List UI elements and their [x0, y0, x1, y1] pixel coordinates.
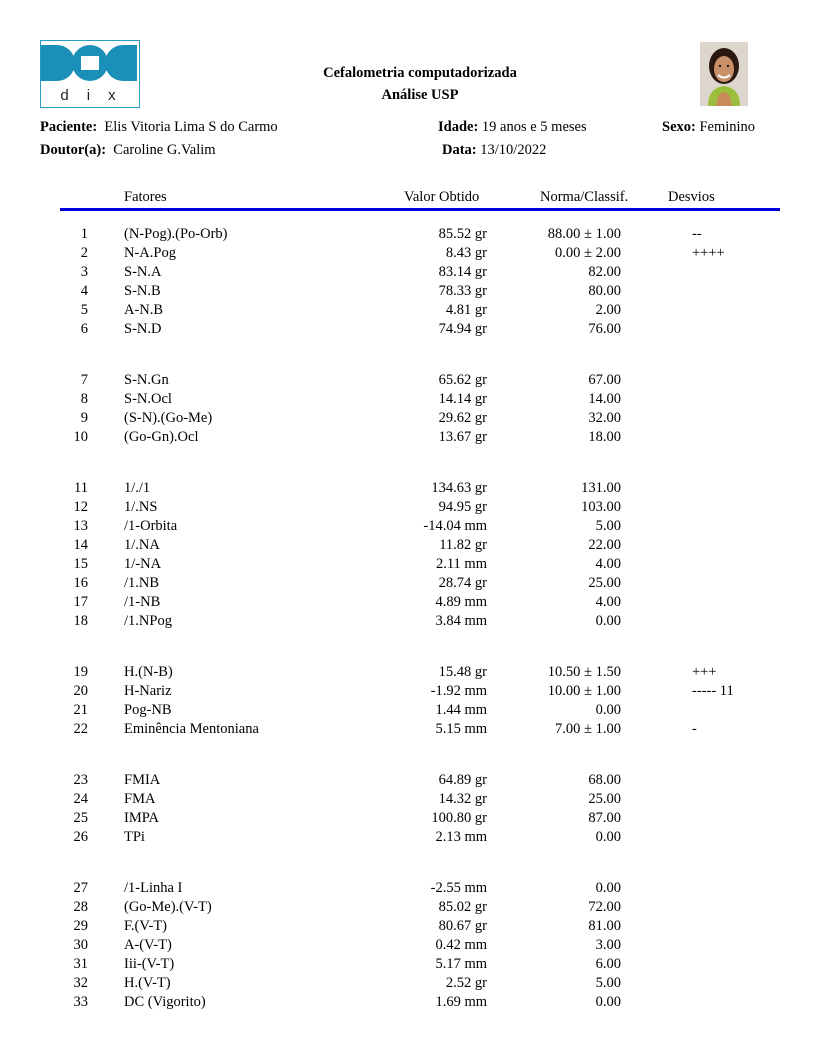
row-value: 85.02 gr: [438, 899, 487, 915]
row-norm: 22.00: [588, 537, 621, 553]
row-number: 3: [80, 264, 88, 280]
table-row: [0, 994, 840, 1013]
row-number: 21: [73, 702, 88, 718]
row-norm: 103.00: [581, 499, 621, 515]
row-norm: 67.00: [588, 372, 621, 388]
table-row: [0, 956, 840, 975]
table-row: [0, 226, 840, 245]
patient-sex: Sexo: Feminino: [662, 119, 756, 135]
table-row: [0, 880, 840, 899]
patient-age: Idade: 19 anos e 5 meses: [438, 119, 587, 135]
row-number: 16: [73, 575, 88, 591]
doctor-name: Doutor(a): Caroline G.Valim: [40, 142, 216, 158]
table-row: [0, 245, 840, 264]
row-factor: 1/.NA: [124, 537, 160, 553]
table-row: [0, 594, 840, 613]
row-number: 6: [80, 321, 88, 337]
row-factor: H-Nariz: [124, 683, 172, 699]
row-value: 1.69 mm: [435, 994, 487, 1010]
logo-text: dix: [60, 87, 134, 104]
row-number: 8: [80, 391, 88, 407]
row-factor: S-N.B: [124, 283, 161, 299]
row-norm: 82.00: [588, 264, 621, 280]
row-number: 10: [73, 429, 88, 445]
row-factor: A-N.B: [124, 302, 164, 318]
patient-photo: [700, 42, 748, 106]
row-number: 18: [73, 613, 88, 629]
row-value: 100.80 gr: [431, 810, 487, 826]
row-norm: 7.00 ± 1.00: [555, 721, 621, 737]
row-factor: 1/./1: [124, 480, 151, 496]
table-row: [0, 321, 840, 340]
row-value: -1.92 mm: [430, 683, 487, 699]
row-norm: 0.00: [595, 880, 621, 896]
row-factor: S-N.A: [124, 264, 162, 280]
table-row: [0, 264, 840, 283]
row-norm: 5.00: [595, 975, 621, 991]
row-norm: 10.50 ± 1.50: [547, 664, 621, 680]
row-number: 31: [73, 956, 88, 972]
row-number: 2: [80, 245, 88, 261]
row-norm: 0.00: [595, 702, 621, 718]
row-norm: 14.00: [588, 391, 621, 407]
row-value: 29.62 gr: [438, 410, 487, 426]
row-deviation: ----- 11: [692, 683, 734, 699]
row-value: 64.89 gr: [438, 772, 487, 788]
row-value: 74.94 gr: [438, 321, 487, 337]
row-number: 29: [73, 918, 88, 934]
column-header-fatores: Fatores: [124, 189, 167, 205]
row-number: 9: [80, 410, 88, 426]
row-norm: 87.00: [588, 810, 621, 826]
row-value: 4.89 mm: [435, 594, 487, 610]
table-row: [0, 302, 840, 321]
table-row: [0, 283, 840, 302]
column-header-norma: Norma/Classif.: [540, 189, 629, 205]
row-factor: H.(V-T): [124, 975, 171, 991]
row-value: 2.13 mm: [435, 829, 487, 845]
row-factor: 1/-NA: [124, 556, 162, 572]
row-number: 11: [74, 480, 88, 496]
exam-date: Data: 13/10/2022: [442, 142, 547, 158]
row-factor: /1-NB: [124, 594, 161, 610]
table-row: [0, 791, 840, 810]
row-number: 26: [73, 829, 88, 845]
row-number: 20: [73, 683, 88, 699]
row-factor: S-N.D: [124, 321, 162, 337]
row-factor: F.(V-T): [124, 918, 168, 934]
table-row: [0, 410, 840, 429]
row-value: 5.17 mm: [435, 956, 487, 972]
table-row: [0, 429, 840, 448]
row-value: 2.52 gr: [445, 975, 487, 991]
header-divider: [60, 208, 780, 211]
row-value: 4.81 gr: [445, 302, 487, 318]
row-value: 78.33 gr: [438, 283, 487, 299]
row-number: 7: [80, 372, 88, 388]
column-header-desvios: Desvios: [668, 189, 715, 205]
row-norm: 4.00: [595, 556, 621, 572]
row-value: 83.14 gr: [438, 264, 487, 280]
row-factor: (N-Pog).(Po-Orb): [124, 226, 228, 242]
table-row: [0, 537, 840, 556]
row-norm: 131.00: [581, 480, 621, 496]
row-number: 22: [73, 721, 88, 737]
row-norm: 0.00: [595, 994, 621, 1010]
table-row: [0, 937, 840, 956]
row-value: 15.48 gr: [438, 664, 487, 680]
row-number: 28: [73, 899, 88, 915]
row-factor: (S-N).(Go-Me): [124, 410, 213, 426]
row-norm: 10.00 ± 1.00: [547, 683, 621, 699]
row-norm: 2.00: [595, 302, 621, 318]
row-number: 19: [73, 664, 88, 680]
row-norm: 4.00: [595, 594, 621, 610]
row-number: 27: [73, 880, 88, 896]
table-row: [0, 518, 840, 537]
row-factor: /1.NPog: [124, 613, 172, 629]
row-number: 15: [73, 556, 88, 572]
row-factor: (Go-Gn).Ocl: [124, 429, 199, 445]
row-norm: 0.00: [595, 613, 621, 629]
row-norm: 0.00 ± 2.00: [555, 245, 621, 261]
row-value: 94.95 gr: [438, 499, 487, 515]
row-number: 4: [80, 283, 88, 299]
row-factor: S-N.Ocl: [124, 391, 172, 407]
row-factor: N-A.Pog: [124, 245, 176, 261]
row-factor: (Go-Me).(V-T): [124, 899, 212, 915]
table-row: [0, 810, 840, 829]
row-number: 33: [73, 994, 88, 1010]
row-value: 8.43 gr: [445, 245, 487, 261]
row-value: 14.14 gr: [438, 391, 487, 407]
patient-name: Paciente: Elis Vitoria Lima S do Carmo: [40, 119, 278, 135]
row-norm: 18.00: [588, 429, 621, 445]
row-value: 65.62 gr: [438, 372, 487, 388]
row-value: 85.52 gr: [438, 226, 487, 242]
row-factor: /1-Linha I: [124, 880, 183, 896]
row-factor: TPi: [124, 829, 145, 845]
table-row: [0, 664, 840, 683]
row-value: 28.74 gr: [438, 575, 487, 591]
row-number: 30: [73, 937, 88, 953]
row-norm: 80.00: [588, 283, 621, 299]
row-number: 1: [80, 226, 88, 242]
table-row: [0, 613, 840, 632]
table-row: [0, 702, 840, 721]
row-factor: A-(V-T): [124, 937, 172, 953]
table-row: [0, 480, 840, 499]
table-row: [0, 499, 840, 518]
row-factor: Iii-(V-T): [124, 956, 175, 972]
row-number: 5: [80, 302, 88, 318]
row-norm: 25.00: [588, 791, 621, 807]
row-factor: Eminência Mentoniana: [124, 721, 259, 737]
table-row: [0, 918, 840, 937]
row-value: 14.32 gr: [438, 791, 487, 807]
row-value: 1.44 mm: [435, 702, 487, 718]
table-row: [0, 772, 840, 791]
table-row: [0, 975, 840, 994]
row-value: 5.15 mm: [435, 721, 487, 737]
row-value: 134.63 gr: [431, 480, 487, 496]
row-deviation: --: [692, 226, 702, 242]
row-factor: /1.NB: [124, 575, 160, 591]
row-value: 2.11 mm: [435, 556, 487, 572]
row-factor: S-N.Gn: [124, 372, 169, 388]
row-norm: 0.00: [595, 829, 621, 845]
row-norm: 3.00: [595, 937, 621, 953]
row-number: 25: [73, 810, 88, 826]
row-number: 13: [73, 518, 88, 534]
row-factor: DC (Vigorito): [124, 994, 206, 1010]
row-factor: /1-Orbita: [124, 518, 178, 534]
row-norm: 32.00: [588, 410, 621, 426]
report-title: Cefalometria computadorizada: [323, 65, 517, 81]
row-norm: 72.00: [588, 899, 621, 915]
row-norm: 6.00: [595, 956, 621, 972]
report-subtitle: Análise USP: [381, 87, 459, 103]
row-number: 32: [73, 975, 88, 991]
row-norm: 5.00: [595, 518, 621, 534]
row-factor: IMPA: [124, 810, 159, 826]
row-deviation: +++: [692, 664, 717, 680]
row-value: -2.55 mm: [430, 880, 487, 896]
row-value: 80.67 gr: [438, 918, 487, 934]
row-factor: FMIA: [124, 772, 161, 788]
row-value: 13.67 gr: [438, 429, 487, 445]
table-row: [0, 899, 840, 918]
row-norm: 81.00: [588, 918, 621, 934]
row-number: 14: [73, 537, 88, 553]
table-row: [0, 721, 840, 740]
row-factor: FMA: [124, 791, 156, 807]
row-value: 0.42 mm: [435, 937, 487, 953]
column-header-valor: Valor Obtido: [404, 189, 480, 205]
table-row: [0, 683, 840, 702]
row-deviation: ++++: [692, 245, 725, 261]
row-norm: 88.00 ± 1.00: [547, 226, 621, 242]
row-number: 24: [73, 791, 88, 807]
row-norm: 76.00: [588, 321, 621, 337]
table-row: [0, 575, 840, 594]
row-value: 3.84 mm: [435, 613, 487, 629]
row-number: 12: [73, 499, 88, 515]
row-value: 11.82 gr: [439, 537, 487, 553]
table-row: [0, 391, 840, 410]
table-row: [0, 829, 840, 848]
row-factor: 1/.NS: [124, 499, 158, 515]
row-value: -14.04 mm: [423, 518, 487, 534]
row-factor: H.(N-B): [124, 664, 173, 680]
table-row: [0, 372, 840, 391]
row-norm: 68.00: [588, 772, 621, 788]
row-factor: Pog-NB: [124, 702, 172, 718]
row-norm: 25.00: [588, 575, 621, 591]
row-deviation: -: [692, 721, 697, 737]
row-number: 17: [73, 594, 88, 610]
row-number: 23: [73, 772, 88, 788]
table-row: [0, 556, 840, 575]
